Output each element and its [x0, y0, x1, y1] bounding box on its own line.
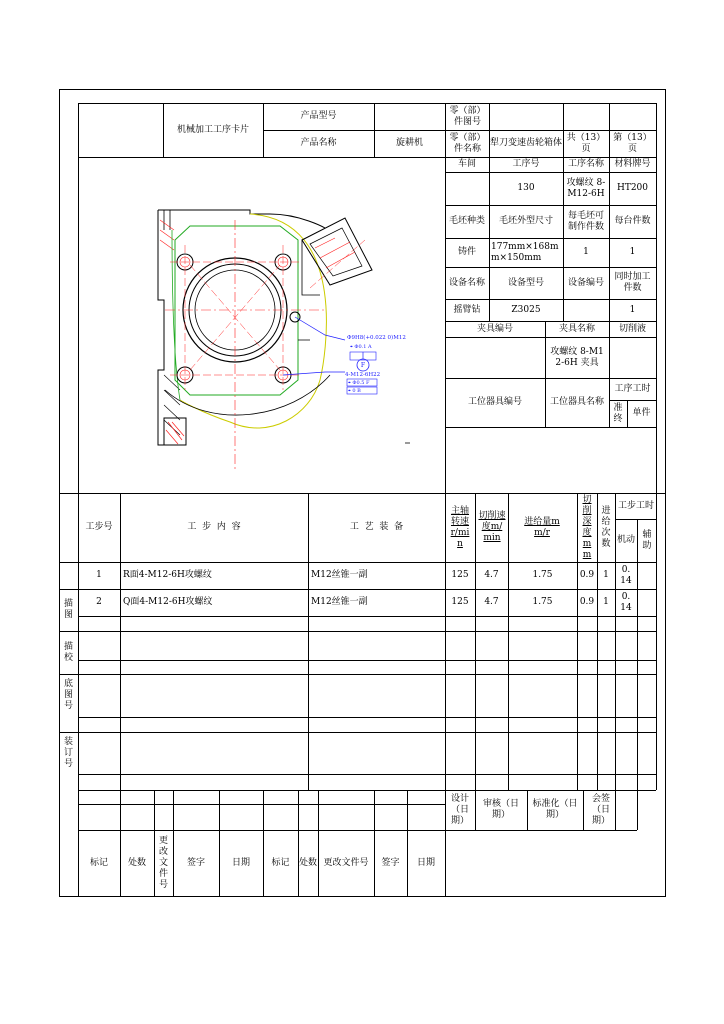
passes-header: 进给次数	[601, 505, 611, 549]
feed-header: 进给量mm/r	[524, 516, 560, 538]
step-passes: 1	[603, 597, 609, 607]
step-depth: 0.9	[579, 597, 595, 607]
step-feed: 1.75	[532, 597, 553, 607]
part-drawing-no-label: 零（部）件图号	[449, 105, 486, 127]
part-name-value: 犁刀变速齿轮箱体	[489, 138, 562, 148]
side-label-trace: 描图	[63, 599, 73, 620]
equip-model-value: Z3025	[511, 304, 541, 315]
per-unit-value: 1	[629, 247, 636, 257]
aux-time-header: 辅助	[642, 529, 652, 551]
op-no-label: 工序号	[512, 159, 540, 169]
date-label: 日期	[231, 857, 250, 868]
equip-no-label: 设备编号	[567, 277, 604, 288]
op-name-value: 攻螺纹 8-M12-6H	[566, 177, 606, 199]
equip-name-value: 摇臂钻	[453, 304, 481, 315]
concurrent-label: 同时加工件数	[614, 272, 651, 293]
station-tool-no-label: 工位器具编号	[467, 397, 522, 407]
product-model-label: 产品型号	[300, 111, 337, 121]
machine-time-header: 机动	[617, 535, 636, 545]
step-no: 1	[96, 570, 102, 580]
step-time-header: 工步工时	[617, 500, 654, 511]
step-content: Q面4-M12-6H攻螺纹	[123, 597, 213, 607]
spindle-speed-header: 主轴转速r/min	[450, 505, 470, 549]
unit-time-label: 单件	[632, 408, 651, 418]
side-label-base-drawing-no: 底图号	[63, 679, 73, 711]
step-content: R面4-M12-6H攻螺纹	[123, 570, 212, 580]
step-machine-time: 0.14	[620, 564, 632, 586]
step-feed: 1.75	[532, 570, 553, 580]
thread-tolerance-frame: ⌖ Φ0.5 F	[348, 379, 370, 386]
housing-outline	[158, 210, 325, 228]
blank-type-value: 铸件	[457, 247, 476, 257]
card-title: 机械加工工序卡片	[176, 124, 249, 135]
step-content-header: 工 步 内 容	[187, 522, 241, 532]
coolant-label: 切削液	[618, 323, 646, 334]
step-passes: 1	[603, 570, 609, 580]
step-equipment: M12丝锥一副	[311, 570, 368, 580]
step-spindle: 125	[451, 597, 469, 607]
fixture-name-value: 攻螺纹 8-M12-6H 夹具	[550, 346, 604, 368]
step-no: 2	[96, 597, 102, 607]
step-equipment: M12丝锥一副	[311, 597, 368, 607]
per-unit-label: 每台件数	[614, 216, 651, 226]
equip-model-label: 设备型号	[507, 277, 544, 288]
total-pages: 共（13）页	[566, 132, 606, 154]
side-label-trace-check: 描校	[63, 641, 73, 663]
step-speed: 4.7	[484, 597, 499, 607]
mark-label: 标记	[89, 857, 108, 868]
count-label: 处数	[127, 857, 146, 868]
equipment-header: 工 艺 装 备	[349, 522, 404, 532]
per-blank-value: 1	[583, 247, 589, 257]
concurrent-value: 1	[629, 304, 636, 315]
date-label-2: 日期	[416, 857, 435, 868]
prep-time-label: 准终	[613, 402, 623, 424]
step-speed: 4.7	[484, 570, 499, 580]
standardization-date-label: 标准化（日期）	[532, 799, 578, 820]
step-machine-time: 0.14	[620, 591, 632, 613]
mark-label-2: 标记	[271, 857, 290, 868]
blank-type-label: 毛坯种类	[448, 216, 485, 226]
workshop-label: 车间	[457, 159, 476, 169]
fixture-name-label: 夹具名称	[558, 323, 595, 334]
op-no-value: 130	[517, 183, 535, 193]
page-number: 第（13）页	[613, 132, 652, 154]
step-spindle: 125	[451, 570, 469, 580]
blank-size-value: 177mm×168mm×150mm	[491, 241, 559, 263]
datum-f-label: F	[360, 361, 366, 369]
part-name-label: 零（部）件名称	[449, 132, 486, 154]
design-date-label: 设计（日期）	[450, 793, 469, 826]
per-blank-label: 每毛坯可制作件数	[567, 210, 604, 232]
signature-label: 签字	[186, 857, 205, 868]
review-date-label: 审核（日期）	[482, 799, 519, 820]
product-name-label: 产品名称	[300, 138, 337, 148]
material-label: 材料牌号	[614, 159, 651, 169]
blank-size-label: 毛坯外型尺寸	[498, 216, 553, 226]
cutting-speed-header: 切削速度m/min	[478, 511, 506, 543]
product-name-value: 旋耕机	[395, 138, 423, 148]
bore-tolerance-frame: ⌖ Φ0.1 A	[350, 343, 372, 350]
step-no-header: 工步号	[85, 522, 113, 532]
countersign-date-label: 会签（日期）	[591, 793, 610, 826]
cut-depth-header: 切削深度mm	[582, 494, 592, 560]
op-time-label: 工序工时	[614, 383, 651, 394]
material-value: HT200	[616, 183, 649, 193]
step-depth: 0.9	[579, 570, 595, 580]
count-label-2: 处数	[299, 857, 318, 868]
change-doc-label-2: 更改文件号	[323, 857, 369, 868]
change-doc-label: 更改文件号	[158, 835, 168, 890]
bore-callout: Φ9H8(+0.022 0)M12	[347, 335, 406, 341]
fixture-no-label: 夹具编号	[476, 323, 513, 334]
station-tool-name-label: 工位器具名称	[549, 397, 604, 407]
thread-callout: 4-M12-6H22	[345, 371, 381, 378]
equip-name-label: 设备名称	[448, 277, 485, 288]
side-label-binding-no: 装订号	[63, 736, 73, 769]
op-name-label: 工序名称	[567, 159, 604, 169]
signature-label-2: 签字	[381, 857, 400, 868]
thread-datum-frame: ⌖ 0 B	[348, 387, 361, 394]
